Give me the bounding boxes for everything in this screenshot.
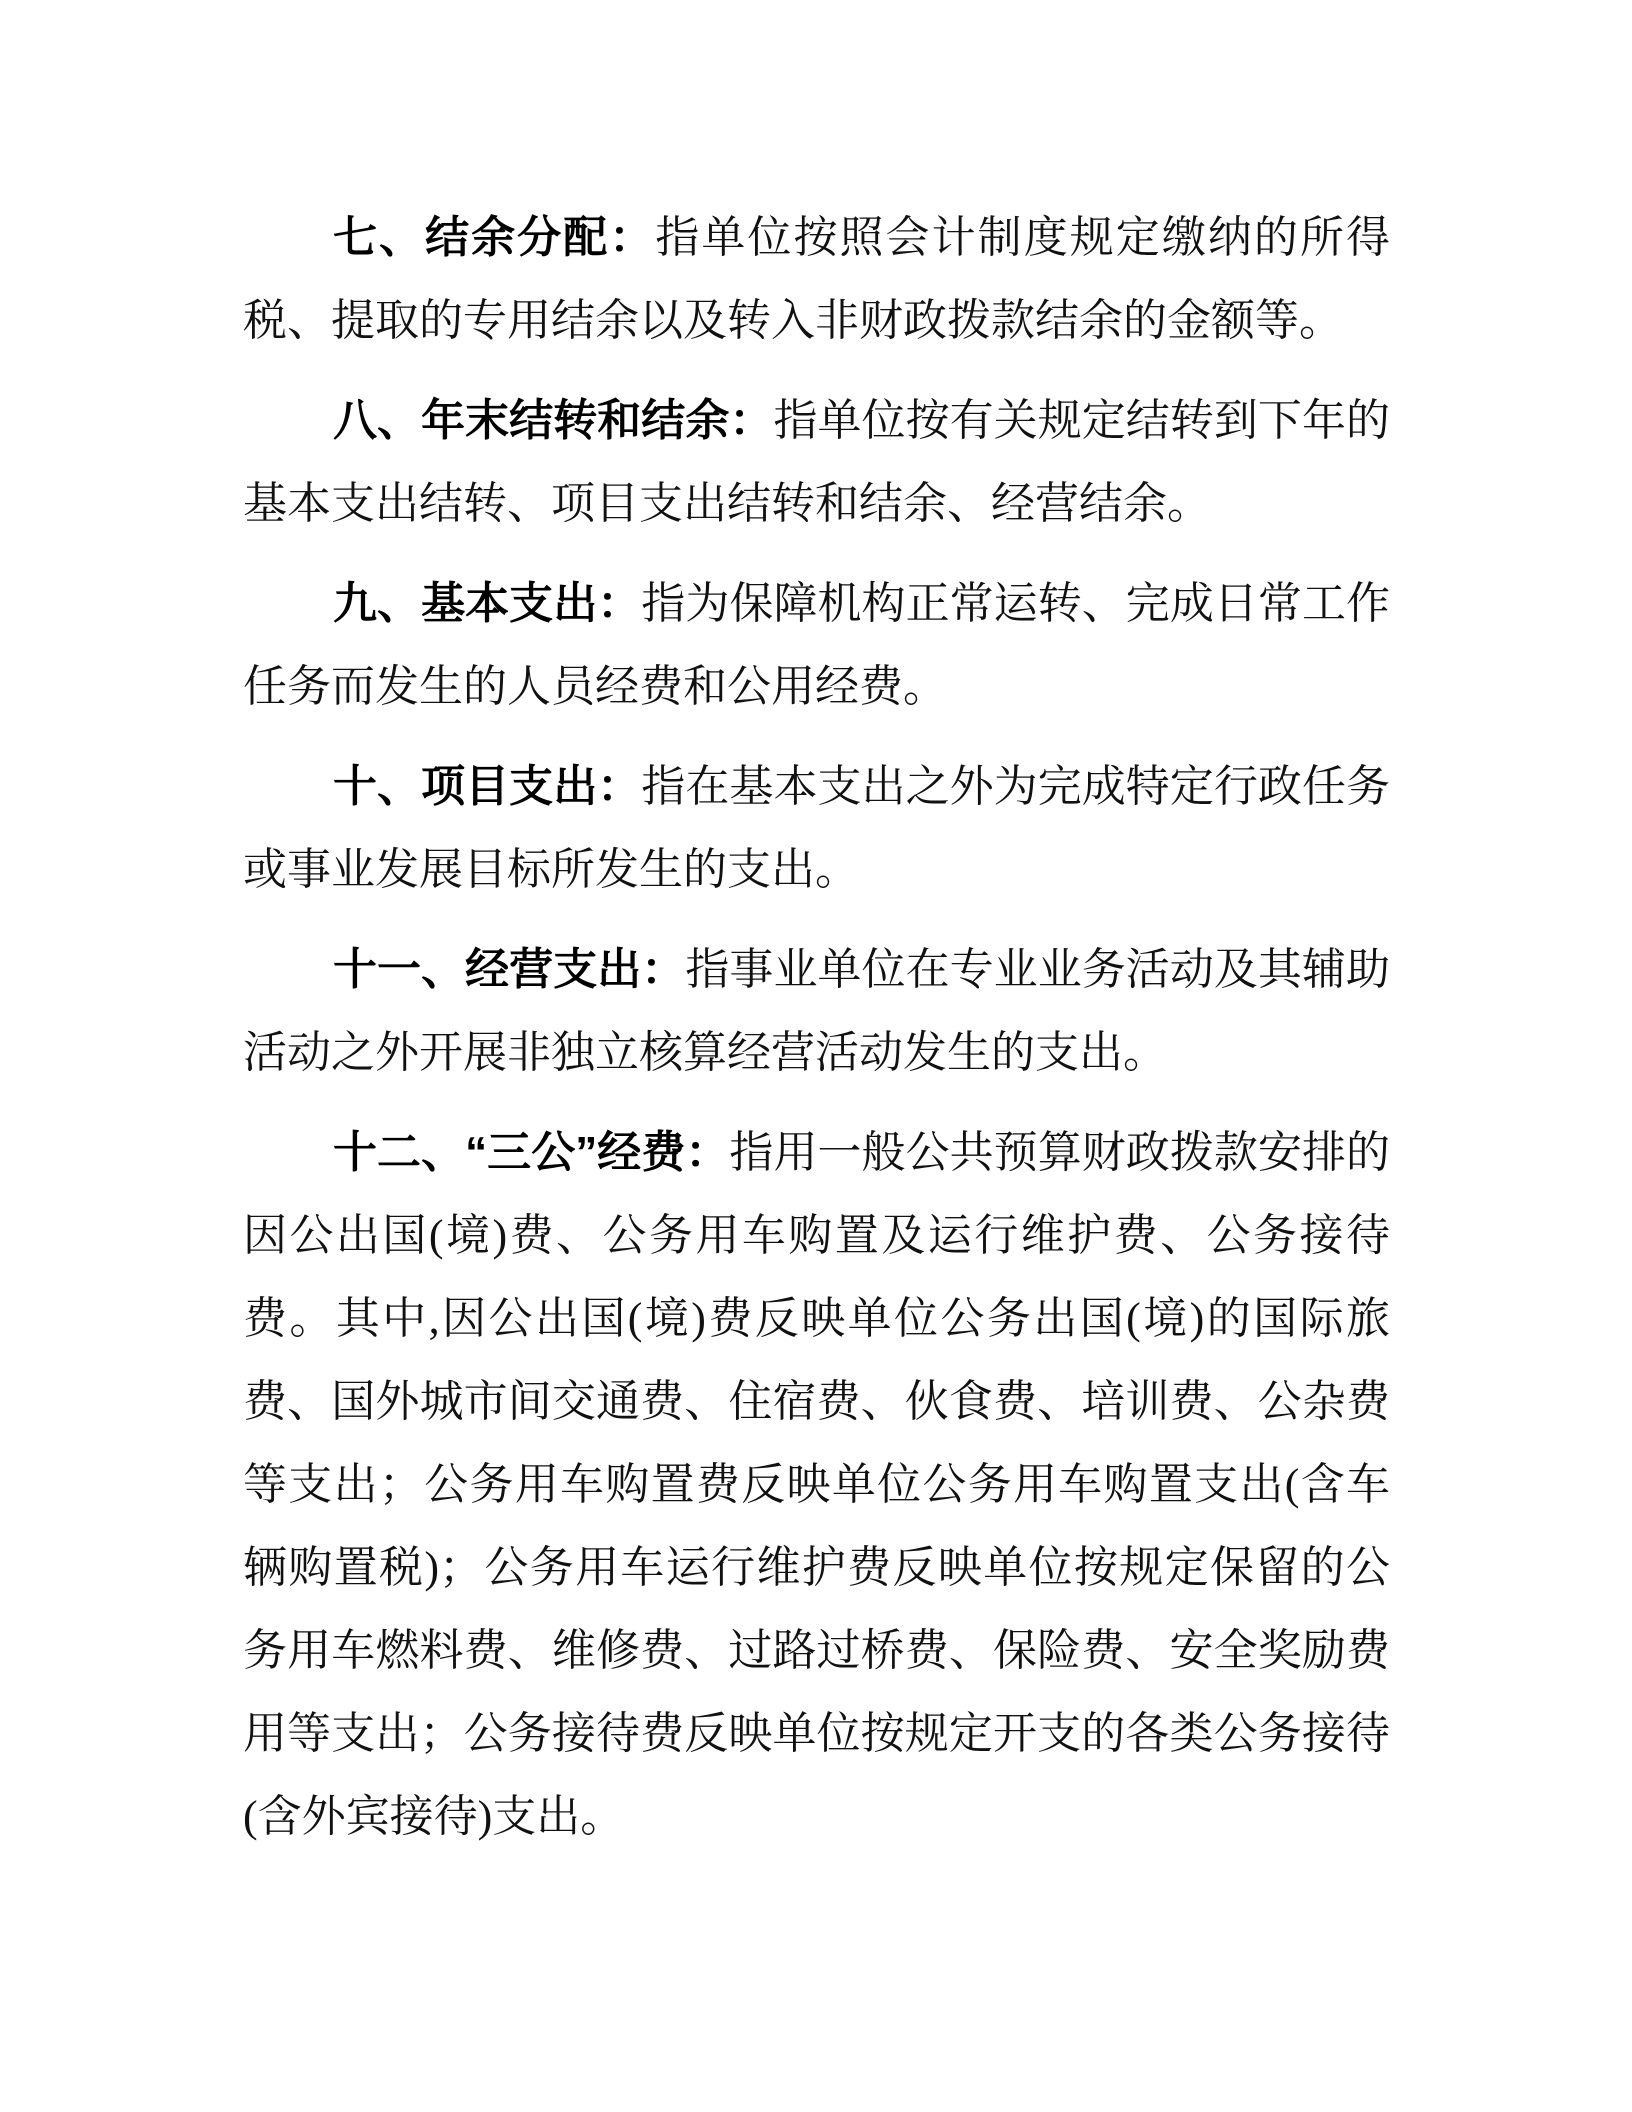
para-operating-expenditure: [243, 928, 1390, 1094]
term-definition: 指事业单位在专业业务活动及其辅助活动之外开展非独立核算经营活动发生的支出。: [243, 945, 1391, 1077]
term-heading: 七、结余分配：: [333, 213, 656, 262]
term-heading: 十一、经营支出：: [333, 945, 686, 994]
term-definition: 指在基本支出之外为完成特定行政任务或事业发展目标所发生的支出。: [243, 762, 1391, 894]
para-project-expenditure: [243, 745, 1390, 911]
term-heading: 九、基本支出：: [333, 579, 642, 628]
term-definition: 指用一般公共预算财政拨款安排的因公出国(境)费、公务用车购置及运行维护费、公务接待费。其中,因公出国(境)费反映单位公务出国(境)的国际旅费、国外城市间交通费、住宿费、伙食费、培训费、公杂费等支出；公务用车购置费反映单位公务用车购置支出(含车辆购置税)；公务用车运行维护费反映单位按规定保留的公务用车燃料费、维修费、过路过桥费、保险费、安全奖励费用等支出；公务接待费反映单位按规定开支的各类公务接待(含外宾接待)支出。: [243, 1128, 1391, 1841]
para-three-public-funds: [243, 1111, 1390, 1858]
para-basic-expenditure: [243, 562, 1390, 728]
term-heading: 十、项目支出：: [333, 762, 642, 811]
term-definition: 指单位按照会计制度规定缴纳的所得税、提取的专用结余以及转入非财政拨款结余的金额等。: [243, 213, 1391, 345]
term-heading: 十二、“三公”经费：: [333, 1128, 730, 1177]
term-definition: 指为保障机构正常运转、完成日常工作任务而发生的人员经费和公用经费。: [243, 579, 1391, 711]
term-definition: 指单位按有关规定结转到下年的基本支出结转、项目支出结转和结余、经营结余。: [243, 396, 1391, 528]
para-year-end-carryover: [243, 379, 1390, 545]
term-heading: 八、年末结转和结余：: [333, 396, 774, 445]
para-surplus-distribution: [243, 196, 1390, 362]
